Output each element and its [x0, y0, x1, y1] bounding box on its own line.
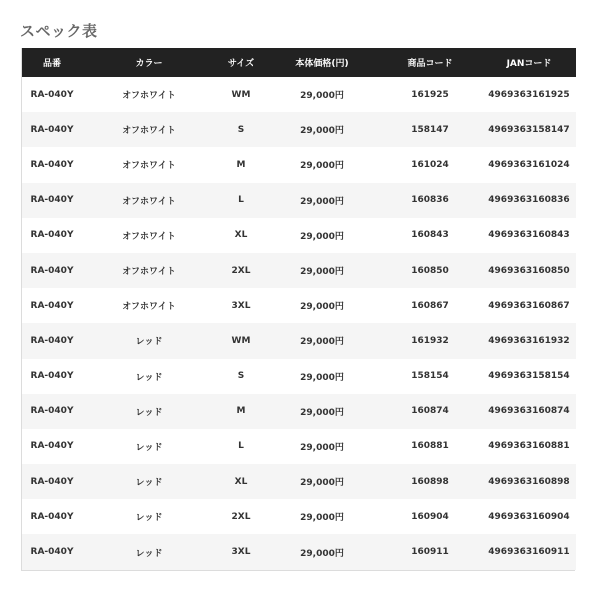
cell-size: L	[216, 183, 266, 218]
cell-color: レッド	[82, 534, 216, 569]
cell-size: 2XL	[216, 499, 266, 534]
table-row	[22, 112, 576, 147]
header-product-code: 商品コード	[378, 48, 482, 77]
cell-jan-code: 4969363158154	[482, 359, 576, 394]
cell-product-code: 160867	[378, 288, 482, 323]
header-row	[22, 48, 576, 77]
cell-product-code: 160843	[378, 218, 482, 253]
cell-jan-code: 4969363160843	[482, 218, 576, 253]
cell-product-number: RA-040Y	[22, 464, 82, 499]
table-row	[22, 218, 576, 253]
table-row	[22, 183, 576, 218]
cell-product-number: RA-040Y	[22, 253, 82, 288]
spec-table-container	[21, 48, 575, 571]
cell-size: S	[216, 359, 266, 394]
page-title: スペック表	[20, 22, 98, 40]
cell-product-code: 160911	[378, 534, 482, 569]
cell-jan-code: 4969363160904	[482, 499, 576, 534]
cell-size: M	[216, 394, 266, 429]
cell-size: WM	[216, 323, 266, 358]
cell-product-code: 158154	[378, 359, 482, 394]
cell-color: オフホワイト	[82, 183, 216, 218]
cell-jan-code: 4969363160867	[482, 288, 576, 323]
cell-price: 29,000円	[266, 147, 378, 182]
cell-price: 29,000円	[266, 394, 378, 429]
cell-price: 29,000円	[266, 464, 378, 499]
cell-product-code: 160874	[378, 394, 482, 429]
cell-price: 29,000円	[266, 323, 378, 358]
header-jan-code: JANコード	[482, 48, 576, 77]
cell-size: S	[216, 112, 266, 147]
cell-jan-code: 4969363160836	[482, 183, 576, 218]
cell-price: 29,000円	[266, 534, 378, 569]
cell-price: 29,000円	[266, 218, 378, 253]
cell-price: 29,000円	[266, 253, 378, 288]
cell-product-code: 160904	[378, 499, 482, 534]
cell-product-number: RA-040Y	[22, 112, 82, 147]
header-price: 本体価格(円)	[266, 48, 378, 77]
cell-jan-code: 4969363161925	[482, 77, 576, 112]
header-size: サイズ	[216, 48, 266, 77]
cell-color: レッド	[82, 429, 216, 464]
cell-jan-code: 4969363161024	[482, 147, 576, 182]
cell-jan-code: 4969363160898	[482, 464, 576, 499]
cell-product-number: RA-040Y	[22, 394, 82, 429]
cell-jan-code: 4969363160874	[482, 394, 576, 429]
cell-color: オフホワイト	[82, 253, 216, 288]
table-row	[22, 534, 576, 569]
table-row	[22, 464, 576, 499]
cell-product-number: RA-040Y	[22, 183, 82, 218]
header-product-number: 品番	[22, 48, 82, 77]
table-row	[22, 77, 576, 112]
cell-size: 3XL	[216, 288, 266, 323]
table-row	[22, 429, 576, 464]
cell-size: 2XL	[216, 253, 266, 288]
table-row	[22, 499, 576, 534]
spec-table-header	[22, 48, 576, 77]
cell-product-number: RA-040Y	[22, 147, 82, 182]
table-row	[22, 323, 576, 358]
cell-price: 29,000円	[266, 77, 378, 112]
cell-product-number: RA-040Y	[22, 77, 82, 112]
cell-jan-code: 4969363160850	[482, 253, 576, 288]
cell-color: オフホワイト	[82, 147, 216, 182]
cell-product-code: 161925	[378, 77, 482, 112]
cell-jan-code: 4969363160911	[482, 534, 576, 569]
cell-product-number: RA-040Y	[22, 323, 82, 358]
cell-product-code: 158147	[378, 112, 482, 147]
cell-color: オフホワイト	[82, 77, 216, 112]
cell-product-code: 160836	[378, 183, 482, 218]
cell-color: オフホワイト	[82, 288, 216, 323]
cell-size: WM	[216, 77, 266, 112]
cell-color: オフホワイト	[82, 112, 216, 147]
cell-price: 29,000円	[266, 183, 378, 218]
cell-size: XL	[216, 464, 266, 499]
cell-product-number: RA-040Y	[22, 359, 82, 394]
table-row	[22, 253, 576, 288]
cell-product-code: 160881	[378, 429, 482, 464]
cell-product-code: 161932	[378, 323, 482, 358]
table-row	[22, 288, 576, 323]
cell-product-number: RA-040Y	[22, 429, 82, 464]
cell-price: 29,000円	[266, 288, 378, 323]
cell-size: XL	[216, 218, 266, 253]
cell-color: レッド	[82, 394, 216, 429]
cell-color: オフホワイト	[82, 218, 216, 253]
cell-product-number: RA-040Y	[22, 218, 82, 253]
cell-product-number: RA-040Y	[22, 499, 82, 534]
cell-color: レッド	[82, 359, 216, 394]
spec-table	[22, 48, 576, 570]
table-row	[22, 147, 576, 182]
cell-product-number: RA-040Y	[22, 534, 82, 569]
cell-price: 29,000円	[266, 429, 378, 464]
cell-product-code: 160850	[378, 253, 482, 288]
cell-size: L	[216, 429, 266, 464]
cell-price: 29,000円	[266, 499, 378, 534]
cell-product-code: 161024	[378, 147, 482, 182]
cell-jan-code: 4969363160881	[482, 429, 576, 464]
cell-color: レッド	[82, 323, 216, 358]
cell-price: 29,000円	[266, 359, 378, 394]
cell-price: 29,000円	[266, 112, 378, 147]
spec-table-body	[22, 77, 576, 570]
cell-jan-code: 4969363158147	[482, 112, 576, 147]
header-color: カラー	[82, 48, 216, 77]
table-row	[22, 394, 576, 429]
cell-size: M	[216, 147, 266, 182]
cell-product-number: RA-040Y	[22, 288, 82, 323]
cell-color: レッド	[82, 499, 216, 534]
cell-jan-code: 4969363161932	[482, 323, 576, 358]
cell-color: レッド	[82, 464, 216, 499]
cell-product-code: 160898	[378, 464, 482, 499]
table-row	[22, 359, 576, 394]
cell-size: 3XL	[216, 534, 266, 569]
